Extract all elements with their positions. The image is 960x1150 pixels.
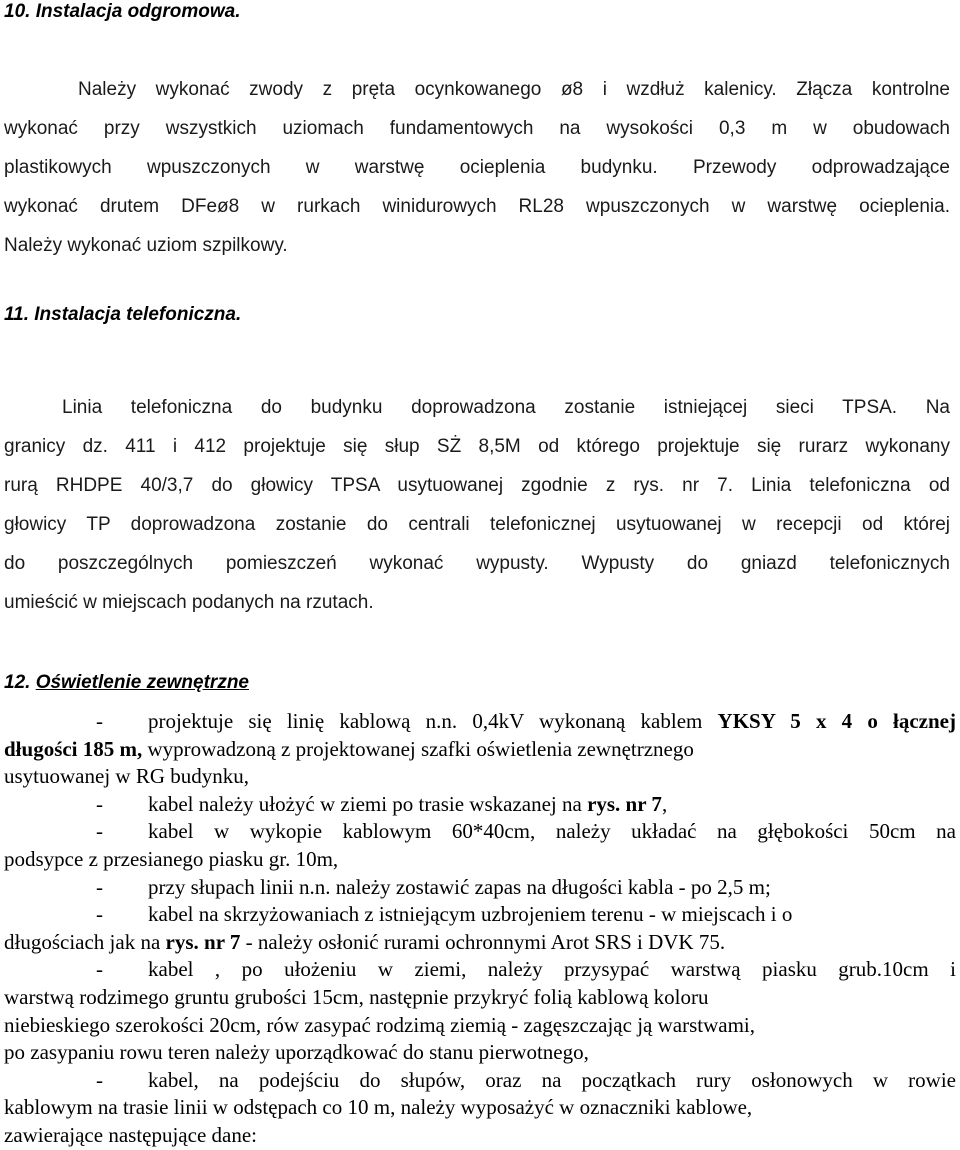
paragraph-line: Należy wykonać zwody z pręta ocynkowanego ø8 i wzdłuż kalenicy. Złącza kontrolne [78, 79, 950, 100]
paragraph-line: rurą RHDPE 40/3,7 do głowicy TPSA usytuowanej zgodnie z rys. nr 7. Linia telefoniczna od [4, 475, 950, 496]
list-item-cont: kablowym na trasie linii w odstępach co 10 m, należy wyposażyć w oznaczniki kablowe, [4, 1095, 753, 1120]
paragraph-line: do poszczególnych pomieszczeń wykonać wypusty. Wypusty do gniazd telefonicznych [4, 553, 950, 574]
list-item-cont: zawierające następujące dane: [4, 1122, 257, 1147]
list-item: - kabel w wykopie kablowym 60*40cm, należy układać na głębokości 50cm na [96, 819, 956, 844]
list-item-cont: długościach jak na rys. nr 7 - należy osłonić rurami ochronnymi Arot SRS i DVK 75. [4, 929, 726, 954]
list-item: - projektuje się linię kablową n.n. 0,4kV wykonaną kablem YKSY 5 x 4 o łącznej [96, 709, 956, 733]
section-10-heading: 10. Instalacja odgromowa. [4, 1, 241, 22]
list-item: - kabel należy ułożyć w ziemi po trasie wskazanej na rys. nr 7, [96, 791, 668, 816]
list-item: - przy słupach linii n.n. należy zostawić zapas na długości kabla - po 2,5 m; [96, 874, 771, 899]
list-item: - kabel , po ułożeniu w ziemi, należy przysypać warstwą piasku grub.10cm i [96, 957, 956, 982]
section-12-heading: 12. Oświetlenie zewnętrzne [4, 672, 249, 693]
paragraph-line: umieścić w miejscach podanych na rzutach. [4, 592, 374, 613]
list-item-cont: podsypce z przesianego piasku gr. 10m, [4, 846, 339, 871]
paragraph-line: granicy dz. 411 i 412 projektuje się słup SŻ 8,5M od którego projektuje się rurarz wykonany [4, 436, 950, 457]
list-item-cont: usytuowanej w RG budynku, [4, 764, 249, 789]
list-item: - kabel na skrzyżowaniach z istniejącym uzbrojeniem terenu - w miejscach i o [96, 902, 793, 927]
paragraph-line: wykonać przy wszystkich uziomach fundamentowych na wysokości 0,3 m w obudowach [4, 118, 950, 139]
list-item-cont: warstwą rodzimego gruntu grubości 15cm, następnie przykryć folią kablową koloru [4, 984, 709, 1009]
paragraph-line: Linia telefoniczna do budynku doprowadzona zostanie istniejącej sieci TPSA. Na [62, 397, 950, 418]
list-item-cont: długości 185 m, wyprowadzoną z projektowanej szafki oświetlenia zewnętrznego [4, 736, 694, 761]
list-item: - kabel, na podejściu do słupów, oraz na początkach rury osłonowych w rowie [96, 1067, 956, 1092]
list-item-cont: po zasypaniu rowu teren należy uporządkować do stanu pierwotnego, [4, 1040, 589, 1065]
section-12-body [4, 708, 956, 1150]
section-11-heading: 11. Instalacja telefoniczna. [4, 304, 242, 325]
section-10-body [4, 70, 950, 265]
paragraph-line: Należy wykonać uziom szpilkowy. [4, 235, 288, 256]
section-11-body [4, 388, 950, 622]
paragraph-line: głowicy TP doprowadzona zostanie do centrali telefonicznej usytuowanej w recepcji od której [4, 514, 950, 535]
paragraph-line: wykonać drutem DFeø8 w rurkach winidurowych RL28 wpuszczonych w warstwę ocieplenia. [4, 196, 950, 217]
list-item-cont: niebieskiego szerokości 20cm, rów zasypać rodzimą ziemią - zagęszczając ją warstwami, [4, 1012, 755, 1037]
paragraph-line: plastikowych wpuszczonych w warstwę ocieplenia budynku. Przewody odprowadzające [4, 157, 950, 178]
